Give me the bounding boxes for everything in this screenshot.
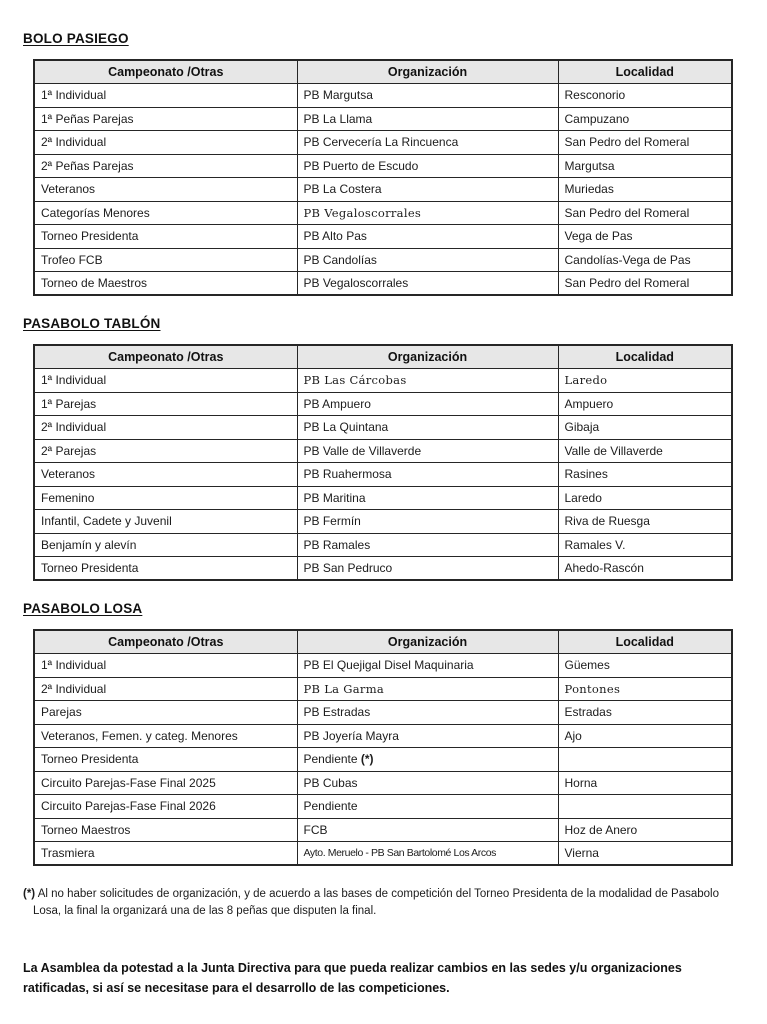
competitions-table: [33, 59, 733, 296]
table-cell: PB Ampuero: [297, 392, 558, 416]
column-header-campeonato: Campeonato /Otras: [34, 345, 297, 369]
table-row: [34, 677, 732, 701]
table-cell: PB Estradas: [297, 701, 558, 725]
table-row: [34, 178, 732, 202]
table-row: [34, 131, 732, 155]
table-cell: Categorías Menores: [34, 201, 297, 225]
table-cell: Valle de Villaverde: [558, 439, 732, 463]
table-row: [34, 795, 732, 819]
table-cell: 1ª Individual: [34, 369, 297, 393]
footnote-text: Al no haber solicitudes de organización, y de acuerdo a las bases de competición del Torneo Presidenta de la modalidad de Pasabolo Losa, la final la organizará una de las 8 peñas que disputen la final.: [33, 888, 719, 917]
table-row: [34, 486, 732, 510]
competitions-table: [33, 629, 733, 866]
table-cell: Gibaja: [558, 416, 732, 440]
table-cell: Ramales V.: [558, 533, 732, 557]
table-cell: Candolías-Vega de Pas: [558, 248, 732, 272]
table-cell: PB Joyería Mayra: [297, 724, 558, 748]
table-body: [34, 84, 732, 296]
table-cell: Trofeo FCB: [34, 248, 297, 272]
table-cell: Campuzano: [558, 107, 732, 131]
table-cell: [558, 795, 732, 819]
table-header-row: [34, 345, 732, 369]
table-cell: 1ª Individual: [34, 654, 297, 678]
table-cell: San Pedro del Romeral: [558, 272, 732, 296]
table-row: [34, 392, 732, 416]
table-cell: PB Cervecería La Rincuenca: [297, 131, 558, 155]
table-cell: Güemes: [558, 654, 732, 678]
table-cell: 2ª Parejas: [34, 439, 297, 463]
column-header-localidad: Localidad: [558, 60, 732, 84]
table-cell: Margutsa: [558, 154, 732, 178]
table-row: [34, 818, 732, 842]
column-header-organizacion: Organización: [297, 60, 558, 84]
table-body: [34, 654, 732, 866]
table-cell: Veteranos, Femen. y categ. Menores: [34, 724, 297, 748]
table-row: [34, 272, 732, 296]
table-header: [34, 630, 732, 654]
table-cell: PB Alto Pas: [297, 225, 558, 249]
table-cell: Torneo Maestros: [34, 818, 297, 842]
table-cell: Trasmiera: [34, 842, 297, 866]
table-cell: PB Ruahermosa: [297, 463, 558, 487]
table-cell: Rasines: [558, 463, 732, 487]
table-cell: Torneo Presidenta: [34, 225, 297, 249]
table-row: [34, 248, 732, 272]
table-cell: PB Las Cárcobas: [297, 369, 558, 393]
table-cell: 2ª Individual: [34, 677, 297, 701]
table-row: [34, 416, 732, 440]
table-cell: 2ª Individual: [34, 131, 297, 155]
column-header-organizacion: Organización: [297, 345, 558, 369]
column-header-campeonato: Campeonato /Otras: [34, 60, 297, 84]
table-row: [34, 154, 732, 178]
table-row: [34, 557, 732, 581]
table-cell: Femenino: [34, 486, 297, 510]
table-cell: PB La Quintana: [297, 416, 558, 440]
table-header: [34, 60, 732, 84]
table-cell: Torneo Presidenta: [34, 748, 297, 772]
table-cell: Pendiente: [297, 795, 558, 819]
table-cell: Ajo: [558, 724, 732, 748]
table-cell: PB Maritina: [297, 486, 558, 510]
table-cell: PB Cubas: [297, 771, 558, 795]
table-cell: Laredo: [558, 369, 732, 393]
section-pasabolo-tablon: [23, 316, 745, 581]
table-cell: Ayto. Meruelo - PB San Bartolomé Los Arcos: [297, 842, 558, 866]
table-row: [34, 84, 732, 108]
table-cell: PB La Garma: [297, 677, 558, 701]
table-cell: Riva de Ruesga: [558, 510, 732, 534]
table-cell: [558, 748, 732, 772]
table-cell: Resconorio: [558, 84, 732, 108]
table-row: [34, 748, 732, 772]
table-cell: Infantil, Cadete y Juvenil: [34, 510, 297, 534]
table-cell: Ampuero: [558, 392, 732, 416]
section-title: BOLO PASIEGO: [23, 31, 129, 46]
table-cell: Vega de Pas: [558, 225, 732, 249]
table-cell: FCB: [297, 818, 558, 842]
table-cell: Circuito Parejas-Fase Final 2026: [34, 795, 297, 819]
table-cell: Torneo de Maestros: [34, 272, 297, 296]
table-row: [34, 201, 732, 225]
column-header-organizacion: Organización: [297, 630, 558, 654]
closing-statement: La Asamblea da potestad a la Junta Directiva para que pueda realizar cambios en las sedes y/u organizaciones ratificadas, si así se necesitase para el desarrollo de las competiciones.: [23, 961, 682, 995]
table-row: [34, 533, 732, 557]
table-header-row: [34, 60, 732, 84]
table-row: [34, 463, 732, 487]
section-title: PASABOLO LOSA: [23, 601, 143, 616]
table-cell: Muriedas: [558, 178, 732, 202]
table-cell: PB La Llama: [297, 107, 558, 131]
table-row: [34, 654, 732, 678]
section-title: PASABOLO TABLÓN: [23, 316, 161, 331]
table-row: [34, 701, 732, 725]
table-cell: PB Puerto de Escudo: [297, 154, 558, 178]
table-cell: Torneo Presidenta: [34, 557, 297, 581]
table-cell: Circuito Parejas-Fase Final 2025: [34, 771, 297, 795]
table-row: [34, 771, 732, 795]
table-cell: Veteranos: [34, 178, 297, 202]
table-cell: PB Candolías: [297, 248, 558, 272]
column-header-localidad: Localidad: [558, 630, 732, 654]
table-cell: 1ª Individual: [34, 84, 297, 108]
table-header: [34, 345, 732, 369]
table-cell: PB El Quejigal Disel Maquinaria: [297, 654, 558, 678]
table-body: [34, 369, 732, 581]
footnote: [23, 886, 745, 919]
table-row: [34, 369, 732, 393]
table-cell: PB Fermín: [297, 510, 558, 534]
table-row: [34, 225, 732, 249]
table-cell: 1ª Peñas Parejas: [34, 107, 297, 131]
table-row: [34, 107, 732, 131]
column-header-localidad: Localidad: [558, 345, 732, 369]
table-cell: Pontones: [558, 677, 732, 701]
table-cell: Veteranos: [34, 463, 297, 487]
table-cell: San Pedro del Romeral: [558, 201, 732, 225]
table-row: [34, 842, 732, 866]
table-cell: PB Valle de Villaverde: [297, 439, 558, 463]
table-cell: Hoz de Anero: [558, 818, 732, 842]
table-cell: PB Vegaloscorrales: [297, 272, 558, 296]
section-bolo-pasiego: [23, 31, 745, 296]
table-cell: 2ª Individual: [34, 416, 297, 440]
table-cell: Benjamín y alevín: [34, 533, 297, 557]
table-row: [34, 510, 732, 534]
table-row: [34, 724, 732, 748]
bold-marker: (*): [360, 752, 374, 767]
table-cell: Estradas: [558, 701, 732, 725]
table-cell: PB Margutsa: [297, 84, 558, 108]
table-cell: Horna: [558, 771, 732, 795]
table-cell: Parejas: [34, 701, 297, 725]
table-cell: Ahedo-Rascón: [558, 557, 732, 581]
table-cell: Laredo: [558, 486, 732, 510]
table-cell: PB La Costera: [297, 178, 558, 202]
table-row: [34, 439, 732, 463]
table-cell: PB Vegaloscorrales: [297, 201, 558, 225]
table-cell: San Pedro del Romeral: [558, 131, 732, 155]
table-cell: Pendiente (*): [297, 748, 558, 772]
table-cell: PB San Pedruco: [297, 557, 558, 581]
table-header-row: [34, 630, 732, 654]
table-cell: 1ª Parejas: [34, 392, 297, 416]
section-pasabolo-losa: [23, 601, 745, 866]
competitions-table: [33, 344, 733, 581]
footnote-marker: (*): [23, 888, 36, 900]
column-header-campeonato: Campeonato /Otras: [34, 630, 297, 654]
table-cell: PB Ramales: [297, 533, 558, 557]
table-cell: 2ª Peñas Parejas: [34, 154, 297, 178]
table-cell: Vierna: [558, 842, 732, 866]
